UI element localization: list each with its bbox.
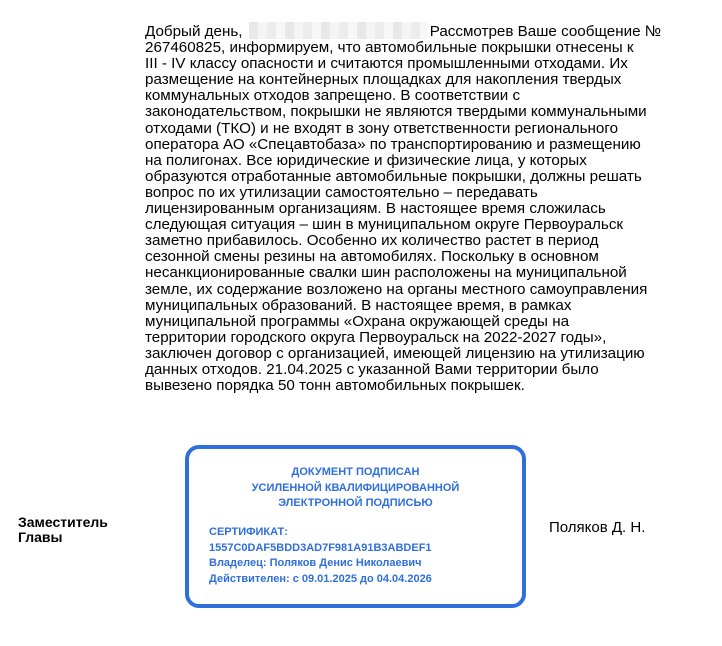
electronic-signature-stamp: [185, 445, 526, 608]
certificate-owner: Владелец: Поляков Денис Николаевич: [209, 557, 422, 569]
letter-line: отходами (ТКО) и не входят в зону ответственности регионального: [145, 119, 619, 137]
stamp-header-line1: ДОКУМЕНТ ПОДПИСАН: [291, 466, 420, 478]
signer-position: [18, 515, 108, 545]
signer-name: Поляков Д. Н.: [549, 519, 646, 536]
letter-line: оператора АО «Спецавтобаза» по транспортированию и размещению: [145, 135, 641, 153]
letter-line: вывезено порядка 50 тонн автомобильных покрышек.: [145, 377, 525, 395]
greeting-text: Добрый день,: [145, 23, 247, 40]
stamp-details: [209, 525, 432, 587]
letter-line: образуются отработанные автомобильные покрышки, должны решать: [145, 167, 642, 185]
certificate-validity: Действителен: с 09.01.2025 до 04.04.2026: [209, 572, 432, 585]
signer-position-line1: Заместитель: [18, 514, 108, 530]
letter-line: на полигонах. Все юридические и физические лица, у которых: [145, 151, 587, 169]
letter-line: несанкционированные свалки шин расположены на муниципальной: [145, 264, 627, 282]
certificate-number: 1557C0DAF5BDD3AD7F981A91B3ABDEF1: [209, 541, 432, 554]
signer-position-line2: Главы: [18, 529, 63, 545]
letter-line: территории городского округа Первоуральск на 2022-2027 годы»,: [145, 328, 607, 346]
stamp-header-line3: ЭЛЕКТРОННОЙ ПОДПИСЬЮ: [278, 497, 433, 509]
letter-line: следующая ситуация – шин в муниципальном округе Первоуральск: [145, 216, 624, 234]
redacted-recipient-name: [249, 22, 427, 39]
letter-line: заключен договор с организацией, имеющей лицензию на утилизацию: [145, 344, 645, 362]
letter-line: муниципальных образований. В настоящее время, в рамках: [145, 296, 572, 314]
letter-line: коммунальных отходов запрещено. В соответствии с: [145, 87, 521, 105]
letter-line: [145, 22, 685, 40]
letter-line: III - IV классу опасности и считаются промышленными отходами. Их: [145, 55, 628, 73]
letter-line: данных отходов. 21.04.2025 с указанной Вами территории было: [145, 360, 599, 378]
stamp-header: [189, 465, 522, 512]
letter-line: сезонной смены резины на автомобилях. Поскольку в основном: [145, 248, 599, 266]
letter-body: [145, 22, 685, 394]
letter-line: размещение на контейнерных площадках для накопления твердых: [145, 71, 622, 89]
letter-line: муниципальной программы «Охрана окружающей среды на: [145, 312, 570, 330]
letter-line: заметно прибавилось. Особенно их количество растет в период: [145, 232, 599, 250]
letter-line: лицензированным организациям. В настоящее время сложилась: [145, 200, 606, 218]
letter-line: законодательством, покрышки не являются твердыми коммунальными: [145, 103, 647, 121]
letter-line: земле, их содержание возложено на органы местного самоуправления: [145, 280, 648, 298]
certificate-label: СЕРТИФИКАТ:: [209, 526, 288, 538]
letter-line: 267460825, информируем, что автомобильные покрышки отнесены к: [145, 39, 634, 57]
letter-line: вопрос по их утилизации самостоятельно – передавать: [145, 183, 538, 201]
stamp-header-line2: УСИЛЕННОЙ КВАЛИФИЦИРОВАННОЙ: [251, 481, 460, 494]
letter-line-text: Рассмотрев Ваше сообщение №: [429, 23, 662, 40]
